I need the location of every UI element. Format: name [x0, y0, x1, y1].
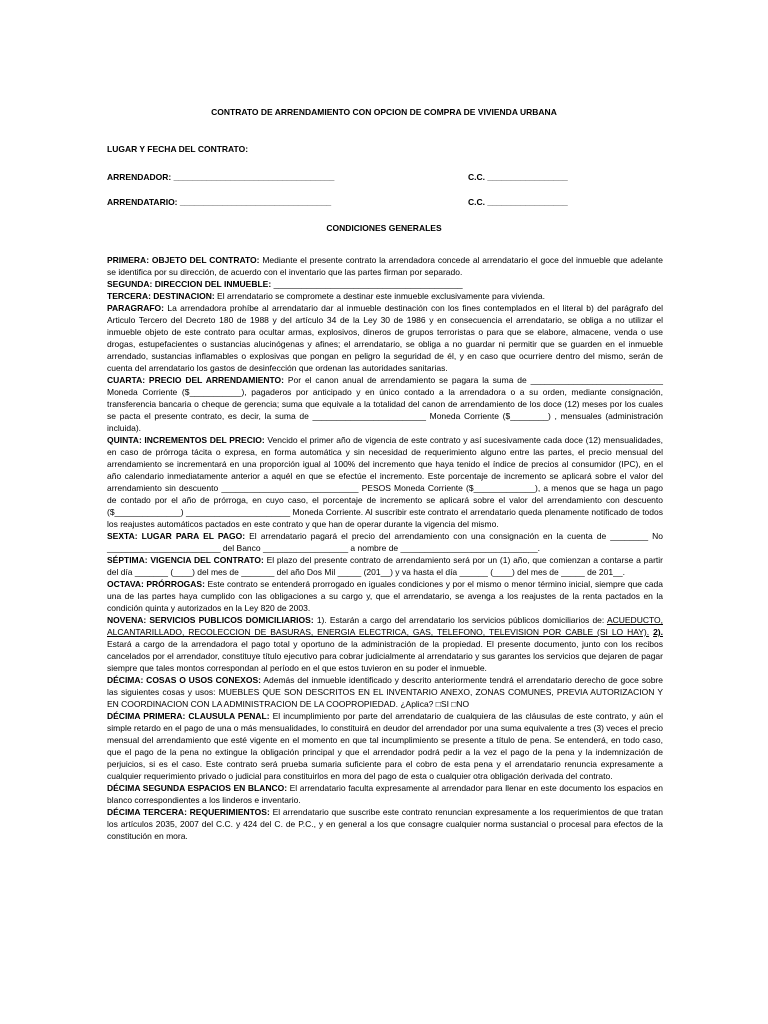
- clause-heading: PARAGRAFO:: [107, 303, 164, 313]
- clause-decima-tercera: [107, 806, 663, 842]
- clause-novena: [107, 614, 663, 674]
- clause-heading: CUARTA: PRECIO DEL ARRENDAMIENTO:: [107, 375, 284, 385]
- clause-cuarta: [107, 374, 663, 434]
- clause-text: Estará a cargo de la arrendadora el pago total y oportuno de la administración de la propiedad. El presente documento, junto con los recibos cancelados por el arrendador, constituye título ejecutivo para cobrar judicialmente al arrendatario y sus garantes los servicios que dejaren de pagar siempre que tales montos correspondan al período en el que estos tuvieron en su poder el inmueble.: [107, 639, 663, 673]
- arrendatario-field: ARRENDATARIO: ________________________________: [107, 197, 332, 207]
- clause-heading: DÉCIMA: COSAS O USOS CONEXOS:: [107, 675, 261, 685]
- clause-text: Mediante el presente contrato la arrendadora concede al arrendatario el goce del inmueble que adelante se identifica por su dirección, de acuerdo con el inventario que las partes firman por separado.: [107, 255, 663, 277]
- place-date-label: LUGAR Y FECHA DEL CONTRATO:: [107, 144, 249, 154]
- services-list: ACUEDUCTO, ALCANTARILLADO, RECOLECCION DE BASURAS, ENERGIA ELECTRICA, GAS, TELEFONO, TELEVISION POR CABLE (SI LO HAY).: [107, 615, 663, 637]
- clause-heading: DÉCIMA TERCERA: REQUERIMIENTOS:: [107, 807, 270, 817]
- clause-primera: [107, 254, 663, 278]
- clause-heading: OCTAVA: PRÓRROGAS:: [107, 579, 205, 589]
- clause-sexta: [107, 530, 663, 554]
- clause-heading: SEXTA: LUGAR PARA EL PAGO:: [107, 531, 246, 541]
- novena-item-number: 2).: [653, 627, 663, 637]
- clause-text: ________________________________________: [273, 279, 463, 289]
- clause-text-caps: MUEBLES QUE SON DESCRITOS EN EL INVENTARIO ANEXO, ZONAS COMUNES, PREVIA AUTORIZACION Y EN COORDINACION CON LA ADMINISTRACION DE LA COOPROPIEDAD.: [107, 687, 664, 709]
- arrendatario-cc-field: C.C. _________________: [468, 197, 568, 207]
- clause-decima-segunda: [107, 782, 663, 806]
- clause-octava: [107, 578, 663, 614]
- clause-text: El plazo del presente contrato de arrendamiento será por un (1) año, que comienzan a contarse a partir del día _______ (____) del mes de _______ del año Dos Mil _____ (201__) y va hasta el día ______ (____) del mes de _____ de 201__.: [107, 555, 663, 577]
- section-title: CONDICIONES GENERALES: [326, 223, 442, 233]
- clause-decima-primera: [107, 710, 663, 782]
- clause-heading: QUINTA: INCREMENTOS DEL PRECIO:: [107, 435, 265, 445]
- clause-heading: SÉPTIMA: VIGENCIA DEL CONTRATO:: [107, 555, 264, 565]
- clause-quinta: [107, 434, 663, 530]
- clause-heading: SEGUNDA: DIRECCION DEL INMUEBLE:: [107, 279, 272, 289]
- clause-heading: NOVENA: SERVICIOS PUBLICOS DOMICILIARIOS:: [107, 615, 314, 625]
- clause-segunda: [107, 278, 663, 290]
- clause-text: 1). Estarán a cargo del arrendatario los servicios públicos domiciliarios de:: [316, 615, 605, 625]
- clauses-body: [107, 254, 663, 842]
- clause-paragrafo: [107, 302, 663, 374]
- clause-heading: DÉCIMA PRIMERA: CLAUSULA PENAL:: [107, 711, 270, 721]
- clause-text: Además del inmueble identificado y descrito anteriormente tendrá el arrendatario derecho de goce sobre las siguientes cosas y usos:: [107, 675, 663, 697]
- clause-text: El arrendatario que suscribe este contrato renuncian expresamente a los requerimientos de que tratan los artículos 2035, 2007 del C.C. y 424 del C. de P.C., y en general a los que consagre cualquier norma sustancial o procesal para efectos de la constitución en mora.: [107, 807, 663, 841]
- clause-text: El arrendatario faculta expresamente al arrendador para llenar en este documento los espacios en blanco correspondientes a los linderos e inventario.: [107, 783, 663, 805]
- clause-heading: TERCERA: DESTINACION:: [107, 291, 215, 301]
- clause-heading: DÉCIMA SEGUNDA ESPACIOS EN BLANCO:: [107, 783, 288, 793]
- document-title: CONTRATO DE ARRENDAMIENTO CON OPCION DE COMPRA DE VIVIENDA URBANA: [211, 107, 557, 117]
- arrendador-field: ARRENDADOR: __________________________________: [107, 172, 335, 182]
- clause-text: Vencido el primer año de vigencia de este contrato y así sucesivamente cada doce (12) mensualidades, en caso de prórroga tácita o expresa, en forma automática y sin necesidad de requerimiento alguno entre las partes, el precio mensual del arrendamiento se incrementará en una proporción igual al 100% del incremento que haya tenido el índice de precios al consumidor (IPC), en el año calendario inmediatamente anterior a aquél en que se efectúe el incremento. Este porcentaje de incremento se aplicará sobre el valor del arrendamiento sin descuento _____________________________ PESOS Moneda Corriente ($_____________), a menos que se haga un pago de contado por el año de prórroga, en cuyo caso, el porcentaje de incremento se aplicará sobre el valor del arrendamiento con descuento ($______________) ______________________ Moneda Corriente. Al suscribir este contrato el arrendatario queda plenamente notificado de todos los reajustes automáticos pactados en este contrato y que han de operar durante la vigencia del mismo.: [107, 435, 663, 529]
- clause-text: Este contrato se entenderá prorrogado en iguales condiciones y por el mismo o menor término inicial, siempre que cada una de las partes haya cumplido con las obligaciones a su cargo y, que el arrendatario, se avenga a los reajustes de la renta pactados en la condición quinta y autorizados en la Ley 820 de 2003.: [107, 579, 663, 613]
- clause-decima: [107, 674, 663, 710]
- clause-text: La arrendadora prohíbe al arrendatario dar al inmueble destinación con los fines contemplados en el literal b) del parágrafo del Articulo Tercero del Decreto 180 de 1988 y del artículo 34 de la Ley 30 de 1986 y en consecuencia el arrendatario, se obliga a no utilizar el inmueble objeto de este contrato para ocultar armas, explosivos, dineros de grupos terroristas o para que se elabore, almacene, venda o use drogas, estupefacientes o sustancias alucinógenas y afines; el arrendatario, se obliga a no guardar ni permitir que se guarden en el inmueble arrendado, sustancias inflamables o explosivas que pongan en peligro la seguridad de él, y en caso que ocurriere dentro del mismo, serán de cuenta del arrendatario los gastos de desinfección que ordenan las autoridades sanitarias.: [107, 303, 663, 373]
- clause-text: El arrendatario pagará el precio del arrendamiento con una consignación en la cuenta de ________ No ________________________ del Banco __________________ a nombre de _____________________________.: [107, 531, 663, 553]
- clause-text: Por el canon anual de arrendamiento se pagara la suma de ____________________________ Moneda Corriente ($___________), pagaderos por anticipado y en único contado a la arrendadora o a su orden, mediante consignación, transferencia bancaria o cheque de gerencia; suma que equivale a la totalidad del canon de arrendamiento de los doce (12) meses por los cuales se pacta el presente contrato, es decir, la suma de ________________________ Moneda Corriente ($________) , mensuales (administración incluida).: [107, 375, 663, 433]
- clause-heading: PRIMERA: OBJETO DEL CONTRATO:: [107, 255, 260, 265]
- arrendador-cc-field: C.C. _________________: [468, 172, 568, 182]
- aplica-checkbox-text: ¿Aplica? □SI □NO: [400, 699, 470, 709]
- clause-text: El arrendatario se compromete a destinar este inmueble exclusivamente para vivienda.: [217, 291, 545, 301]
- clause-tercera: [107, 290, 663, 302]
- clause-septima: [107, 554, 663, 578]
- clause-text: El incumplimiento por parte del arrendatario de cualquiera de las cláusulas de este contrato, y aún el simple retardo en el pago de una o más mensualidades, lo constituirá en deudor del arrendador por una suma equivalente a tres (3) veces el precio mensual del arrendamiento que esté vigente en el momento en que tal incumplimiento se presente a título de pena. Se entenderá, en todo caso, que el pago de la pena no extingue la obligación principal y que el arrendador podrá pedir a la vez el pago de la pena y la indemnización de perjuicios, si es el caso. Este contrato será prueba sumaria suficiente para el cobro de esta pena y el arrendatario renuncia expresamente a cualquier requerimiento privado o judicial para constituirlos en mora del pago de esta o cualquier otra obligación derivada del contrato.: [107, 711, 663, 781]
